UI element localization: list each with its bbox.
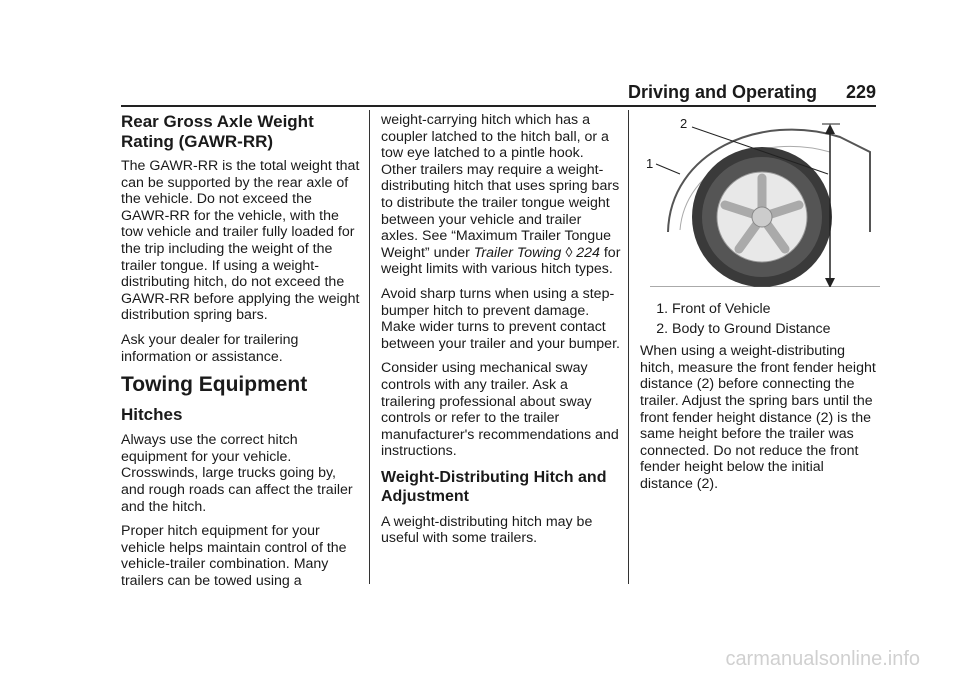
- column-divider-2: [628, 110, 629, 584]
- paragraph: Consider using mechanical sway controls with any trailer. Ask a trailering professional about sway controls or refer to the trailer manufacturer's recommendations and instructions.: [381, 360, 619, 460]
- wheel-hub: [752, 207, 772, 227]
- column-2: [381, 112, 621, 555]
- paragraph: When using a weight-distributing hitch, measure the front fender height distance (2) before connecting the trailer. Adjust the spring bars until the front fender height distance (2) is the same height before the trailer was connected. Do not reduce the front fender height below the initial distance (2).: [640, 343, 876, 492]
- paragraph: Avoid sharp turns when using a step-bumper hitch to prevent damage. Make wider turns to prevent contact between your trailer and your bumper.: [381, 285, 620, 352]
- paragraph: A weight-distributing hitch may be useful with some trailers.: [381, 513, 593, 547]
- header-rule: [121, 105, 876, 107]
- cross-reference-link[interactable]: Trailer Towing ◊ 224: [473, 244, 600, 261]
- figure-legend: [640, 301, 876, 337]
- column-3: [640, 112, 876, 501]
- fender-height-illustration: [640, 112, 890, 287]
- heading-gawr-rr: Rear Gross Axle Weight Rating (GAWR-RR): [121, 112, 314, 151]
- page-number: 229: [845, 82, 876, 102]
- callout-2: 2: [680, 116, 688, 131]
- leader-line-1: [656, 164, 680, 174]
- paragraph: Proper hitch equipment for your vehicle helps maintain control of the vehicle-trailer combination. Many trailers can be towed using a: [121, 523, 347, 589]
- arrow-down-icon: [825, 278, 835, 287]
- heading-hitches: Hitches: [121, 405, 183, 425]
- paragraph: Ask your dealer for trailering information or assistance.: [121, 331, 299, 365]
- heading-weight-distributing-hitch: Weight-Distributing Hitch and Adjustment: [381, 468, 607, 505]
- arrow-up-icon: [825, 124, 835, 134]
- paragraph: weight-carrying hitch which has a coupler latched to the hitch ball, or a tow eye latched to a pintle hook. Other trailers may require a weight-distributing hitch that uses spring bars to distribute the trailer tongue weight between your vehicle and trailer axles. See “Maximum Trailer Tongue Weight” under Trailer Towing ◊ 224 for weight limits with various hitch types.: [381, 112, 621, 278]
- heading-towing-equipment: Towing Equipment: [121, 373, 308, 397]
- legend-item: 1. Front of Vehicle: [672, 301, 876, 318]
- callout-1: 1: [646, 156, 654, 171]
- paragraph: Always use the correct hitch equipment for your vehicle. Crosswinds, large trucks going by, and rough roads can affect the trailer and the hitch.: [121, 432, 353, 515]
- watermark: carmanualsonline.info: [725, 648, 920, 670]
- wheel-diagram: [640, 112, 890, 287]
- column-1: [121, 112, 361, 597]
- column-divider-1: [369, 110, 370, 584]
- section-title: Driving and Operating: [628, 82, 818, 102]
- page-ref-icon: ◊: [565, 244, 573, 261]
- legend-item: 2. Body to Ground Distance: [672, 321, 876, 338]
- running-header: [628, 82, 876, 104]
- paragraph: The GAWR-RR is the total weight that can be supported by the rear axle of the vehicle. Do not exceed the GAWR-RR for the vehicle, with the tow vehicle and trailer fully loaded for the trip including the weight of the trailer tongue. If using a weight-distributing hitch, do not exceed the GAWR-RR before applying the weight distribution spring bars.: [121, 158, 360, 324]
